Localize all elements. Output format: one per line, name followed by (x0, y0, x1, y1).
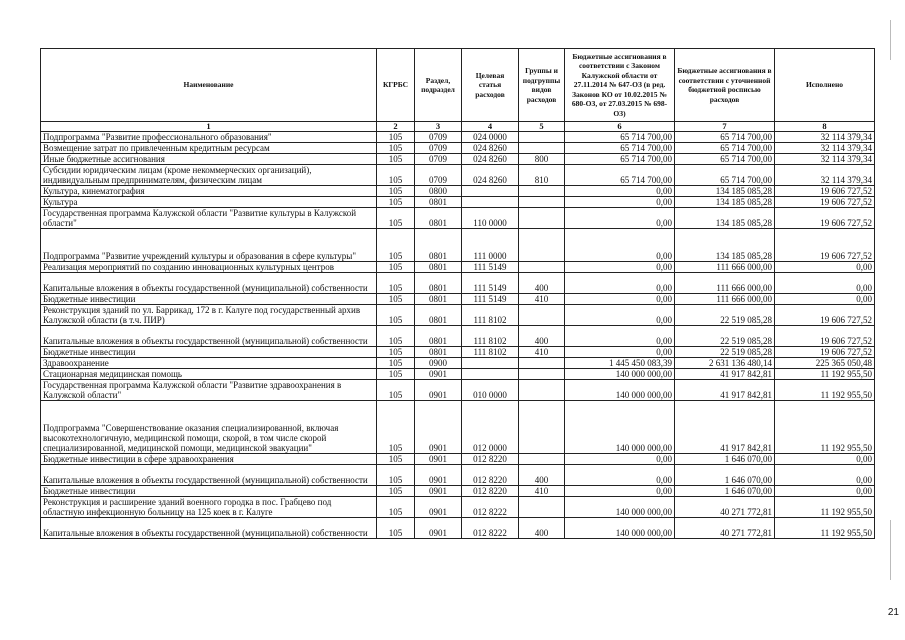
table-header-row (41, 49, 875, 122)
column-number: 3 (415, 122, 462, 132)
column-number: 1 (41, 122, 377, 132)
cell-section: 0900 (415, 358, 462, 369)
cell-target: 012 8222 (462, 518, 519, 539)
cell-budget-law: 140 000 000,00 (565, 518, 675, 539)
cell-budget-refined: 22 519 085,28 (675, 347, 775, 358)
table-row (41, 497, 875, 518)
cell-budget-refined: 1 646 070,00 (675, 486, 775, 497)
cell-section: 0709 (415, 132, 462, 143)
cell-section: 0901 (415, 380, 462, 401)
table-row (41, 358, 875, 369)
cell-budget-law: 0,00 (565, 486, 675, 497)
cell-groups: 410 (519, 486, 565, 497)
table-row (41, 262, 875, 273)
budget-table (40, 48, 875, 539)
cell-target: 111 8102 (462, 305, 519, 326)
cell-executed: 19 606 727,52 (775, 305, 875, 326)
cell-executed: 11 192 955,50 (775, 497, 875, 518)
cell-budget-refined: 65 714 700,00 (675, 143, 775, 154)
cell-name: Субсидии юридическим лицам (кроме некоммерческих организаций), индивидуальным предпринимателям, физическим лицам (41, 165, 377, 186)
cell-section: 0801 (415, 326, 462, 347)
cell-name: Культура, кинематография (41, 186, 377, 197)
cell-budget-law: 140 000 000,00 (565, 497, 675, 518)
cell-budget-law: 0,00 (565, 465, 675, 486)
cell-section: 0901 (415, 401, 462, 454)
cell-budget-law: 65 714 700,00 (565, 143, 675, 154)
cell-section: 0901 (415, 369, 462, 380)
cell-executed: 19 606 727,52 (775, 229, 875, 262)
table-row (41, 132, 875, 143)
cell-budget-law: 0,00 (565, 186, 675, 197)
cell-section: 0901 (415, 454, 462, 465)
cell-target: 012 8220 (462, 454, 519, 465)
cell-executed: 11 192 955,50 (775, 380, 875, 401)
cell-name: Культура (41, 197, 377, 208)
cell-kgrbs: 105 (377, 165, 415, 186)
cell-name: Государственная программа Калужской области "Развитие здравоохранения в Калужской области" (41, 380, 377, 401)
cell-budget-law: 140 000 000,00 (565, 369, 675, 380)
cell-groups (519, 186, 565, 197)
col-section-header: Раздел, подраздел (415, 49, 462, 122)
cell-section: 0801 (415, 273, 462, 294)
cell-executed: 32 114 379,34 (775, 154, 875, 165)
cell-kgrbs: 105 (377, 229, 415, 262)
cell-name: Капитальные вложения в объекты государственной (муниципальной) собственности (41, 326, 377, 347)
cell-budget-law: 1 445 450 083,39 (565, 358, 675, 369)
cell-target: 024 0000 (462, 132, 519, 143)
cell-name: Подпрограмма "Развитие профессионального образования" (41, 132, 377, 143)
table-row (41, 197, 875, 208)
cell-kgrbs: 105 (377, 347, 415, 358)
table-row (41, 186, 875, 197)
cell-section: 0801 (415, 294, 462, 305)
cell-groups (519, 380, 565, 401)
cell-target: 111 0000 (462, 229, 519, 262)
col-executed-header: Исполнено (775, 49, 875, 122)
col-budget-law-header: Бюджетные ассигнования в соответствии с Законом Калужской области от 27.11.2014 № 647-ОЗ (в ред. Законов КО от 10.02.2015 № 680-ОЗ, от 27.03.2015 № 698-ОЗ) (565, 49, 675, 122)
cell-groups (519, 305, 565, 326)
cell-target: 024 8260 (462, 143, 519, 154)
table-row (41, 305, 875, 326)
cell-section: 0901 (415, 497, 462, 518)
cell-budget-refined: 134 185 085,28 (675, 186, 775, 197)
cell-kgrbs: 105 (377, 465, 415, 486)
table-row (41, 454, 875, 465)
cell-kgrbs: 105 (377, 154, 415, 165)
cell-groups: 410 (519, 347, 565, 358)
cell-kgrbs: 105 (377, 380, 415, 401)
cell-groups (519, 401, 565, 454)
cell-groups (519, 497, 565, 518)
cell-groups (519, 262, 565, 273)
cell-groups: 810 (519, 165, 565, 186)
cell-name: Бюджетные инвестиции (41, 294, 377, 305)
cell-target (462, 186, 519, 197)
cell-kgrbs: 105 (377, 486, 415, 497)
col-groups-header: Группы и подгруппы видов расходов (519, 49, 565, 122)
table-row (41, 518, 875, 539)
cell-section: 0901 (415, 486, 462, 497)
cell-kgrbs: 105 (377, 273, 415, 294)
cell-executed: 19 606 727,52 (775, 208, 875, 229)
cell-target: 111 8102 (462, 326, 519, 347)
table-row (41, 326, 875, 347)
cell-executed: 19 606 727,52 (775, 326, 875, 347)
cell-kgrbs: 105 (377, 326, 415, 347)
cell-budget-refined: 40 271 772,81 (675, 497, 775, 518)
cell-budget-law: 65 714 700,00 (565, 154, 675, 165)
column-number: 2 (377, 122, 415, 132)
col-kgrbs-header: КГРБС (377, 49, 415, 122)
column-number-row (41, 122, 875, 132)
cell-groups (519, 358, 565, 369)
cell-name: Капитальные вложения в объекты государственной (муниципальной) собственности (41, 518, 377, 539)
cell-executed: 19 606 727,52 (775, 197, 875, 208)
cell-name: Здравоохранение (41, 358, 377, 369)
cell-executed: 225 365 050,48 (775, 358, 875, 369)
cell-budget-refined: 41 917 842,81 (675, 369, 775, 380)
cell-budget-law: 0,00 (565, 262, 675, 273)
cell-kgrbs: 105 (377, 143, 415, 154)
cell-target: 111 5149 (462, 294, 519, 305)
margin-mark (890, 520, 891, 580)
cell-executed: 11 192 955,50 (775, 401, 875, 454)
cell-section: 0709 (415, 165, 462, 186)
cell-executed: 0,00 (775, 465, 875, 486)
cell-name: Возмещение затрат по привлеченным кредитным ресурсам (41, 143, 377, 154)
column-number: 7 (675, 122, 775, 132)
column-number: 4 (462, 122, 519, 132)
cell-budget-refined: 111 666 000,00 (675, 294, 775, 305)
cell-executed: 0,00 (775, 486, 875, 497)
cell-kgrbs: 105 (377, 305, 415, 326)
cell-kgrbs: 105 (377, 518, 415, 539)
cell-section: 0800 (415, 186, 462, 197)
cell-kgrbs: 105 (377, 186, 415, 197)
cell-section: 0709 (415, 143, 462, 154)
cell-groups (519, 229, 565, 262)
cell-kgrbs: 105 (377, 197, 415, 208)
cell-budget-refined: 40 271 772,81 (675, 518, 775, 539)
cell-groups (519, 132, 565, 143)
cell-executed: 0,00 (775, 294, 875, 305)
table-row (41, 154, 875, 165)
cell-kgrbs: 105 (377, 358, 415, 369)
cell-budget-law: 0,00 (565, 294, 675, 305)
cell-groups (519, 369, 565, 380)
cell-kgrbs: 105 (377, 454, 415, 465)
cell-budget-refined: 41 917 842,81 (675, 380, 775, 401)
cell-budget-law: 0,00 (565, 273, 675, 294)
cell-groups (519, 208, 565, 229)
cell-target: 012 8222 (462, 497, 519, 518)
cell-target: 111 8102 (462, 347, 519, 358)
cell-target (462, 358, 519, 369)
table-row (41, 229, 875, 262)
column-number: 6 (565, 122, 675, 132)
cell-section: 0801 (415, 347, 462, 358)
col-name-header: Наименование (41, 49, 377, 122)
cell-budget-law: 140 000 000,00 (565, 401, 675, 454)
cell-section: 0709 (415, 154, 462, 165)
cell-section: 0901 (415, 465, 462, 486)
cell-name: Реконструкция и расширение зданий военного городка в пос. Грабцево под областную инфекционную больницу на 125 коек в г. Калуге (41, 497, 377, 518)
cell-budget-law: 0,00 (565, 326, 675, 347)
cell-budget-refined: 134 185 085,28 (675, 229, 775, 262)
table-row (41, 165, 875, 186)
cell-section: 0801 (415, 229, 462, 262)
cell-kgrbs: 105 (377, 132, 415, 143)
cell-section: 0801 (415, 197, 462, 208)
cell-budget-law: 0,00 (565, 229, 675, 262)
table-row (41, 208, 875, 229)
cell-name: Иные бюджетные ассигнования (41, 154, 377, 165)
table-row (41, 143, 875, 154)
table-row (41, 273, 875, 294)
cell-kgrbs: 105 (377, 401, 415, 454)
table-row (41, 369, 875, 380)
cell-target: 012 0000 (462, 401, 519, 454)
cell-target: 111 5149 (462, 273, 519, 294)
cell-budget-law: 65 714 700,00 (565, 165, 675, 186)
cell-budget-refined: 1 646 070,00 (675, 454, 775, 465)
cell-target: 111 5149 (462, 262, 519, 273)
cell-target: 010 0000 (462, 380, 519, 401)
budget-table-sheet (40, 48, 874, 539)
cell-name: Бюджетные инвестиции в сфере здравоохранения (41, 454, 377, 465)
cell-groups: 800 (519, 154, 565, 165)
cell-executed: 19 606 727,52 (775, 347, 875, 358)
table-row (41, 294, 875, 305)
cell-target: 110 0000 (462, 208, 519, 229)
cell-section: 0801 (415, 208, 462, 229)
cell-budget-refined: 134 185 085,28 (675, 208, 775, 229)
cell-budget-refined: 65 714 700,00 (675, 154, 775, 165)
cell-budget-law: 0,00 (565, 454, 675, 465)
cell-budget-refined: 111 666 000,00 (675, 273, 775, 294)
cell-budget-refined: 134 185 085,28 (675, 197, 775, 208)
cell-budget-refined: 41 917 842,81 (675, 401, 775, 454)
cell-budget-law: 140 000 000,00 (565, 380, 675, 401)
cell-budget-law: 0,00 (565, 347, 675, 358)
cell-groups: 400 (519, 326, 565, 347)
page-number: 21 (887, 607, 899, 618)
cell-target (462, 369, 519, 380)
cell-section: 0801 (415, 262, 462, 273)
col-target-header: Целевая статья расходов (462, 49, 519, 122)
cell-budget-refined: 111 666 000,00 (675, 262, 775, 273)
cell-budget-refined: 65 714 700,00 (675, 165, 775, 186)
cell-budget-law: 0,00 (565, 197, 675, 208)
cell-groups (519, 197, 565, 208)
cell-executed: 0,00 (775, 262, 875, 273)
cell-budget-refined: 22 519 085,28 (675, 305, 775, 326)
table-body (41, 132, 875, 539)
cell-executed: 11 192 955,50 (775, 518, 875, 539)
cell-budget-refined: 65 714 700,00 (675, 132, 775, 143)
cell-section: 0801 (415, 305, 462, 326)
cell-name: Стационарная медицинская помощь (41, 369, 377, 380)
cell-groups: 410 (519, 294, 565, 305)
cell-name: Капитальные вложения в объекты государственной (муниципальной) собственности (41, 273, 377, 294)
cell-groups: 400 (519, 465, 565, 486)
cell-groups (519, 454, 565, 465)
column-number: 5 (519, 122, 565, 132)
cell-groups: 400 (519, 273, 565, 294)
table-row (41, 347, 875, 358)
cell-name: Капитальные вложения в объекты государственной (муниципальной) собственности (41, 465, 377, 486)
cell-groups: 400 (519, 518, 565, 539)
cell-name: Подпрограмма "Совершенствование оказания специализированной, включая высокотехнологичную, медицинской помощи, скорой, в том числе скорой специализированной, медицинской помощи, медицинской эвакуации" (41, 401, 377, 454)
cell-target: 012 8220 (462, 486, 519, 497)
cell-name: Реконструкция зданий по ул. Баррикад, 172 в г. Калуге под государственный архив Калужской области (в т.ч. ПИР) (41, 305, 377, 326)
cell-executed: 11 192 955,50 (775, 369, 875, 380)
cell-name: Реализация мероприятий по созданию инновационных культурных центров (41, 262, 377, 273)
cell-name: Бюджетные инвестиции (41, 486, 377, 497)
table-row (41, 465, 875, 486)
col-budget-refined-header: Бюджетные ассигнования в соответствии с уточненной бюджетной росписью расходов (675, 49, 775, 122)
cell-name: Подпрограмма "Развитие учреждений культуры и образования в сфере культуры" (41, 229, 377, 262)
cell-target: 012 8220 (462, 465, 519, 486)
cell-executed: 32 114 379,34 (775, 132, 875, 143)
cell-kgrbs: 105 (377, 369, 415, 380)
cell-kgrbs: 105 (377, 294, 415, 305)
table-row (41, 486, 875, 497)
cell-executed: 0,00 (775, 454, 875, 465)
cell-kgrbs: 105 (377, 208, 415, 229)
cell-executed: 32 114 379,34 (775, 143, 875, 154)
cell-budget-refined: 1 646 070,00 (675, 465, 775, 486)
cell-executed: 0,00 (775, 273, 875, 294)
cell-kgrbs: 105 (377, 262, 415, 273)
table-row (41, 380, 875, 401)
cell-groups (519, 143, 565, 154)
cell-budget-refined: 2 631 136 480,14 (675, 358, 775, 369)
margin-mark (890, 20, 891, 60)
cell-section: 0901 (415, 518, 462, 539)
cell-budget-law: 0,00 (565, 305, 675, 326)
cell-executed: 32 114 379,34 (775, 165, 875, 186)
cell-target: 024 8260 (462, 165, 519, 186)
cell-name: Бюджетные инвестиции (41, 347, 377, 358)
cell-budget-law: 0,00 (565, 208, 675, 229)
cell-target (462, 197, 519, 208)
cell-budget-law: 65 714 700,00 (565, 132, 675, 143)
cell-name: Государственная программа Калужской области "Развитие культуры в Калужской области" (41, 208, 377, 229)
column-number: 8 (775, 122, 875, 132)
cell-executed: 19 606 727,52 (775, 186, 875, 197)
cell-target: 024 8260 (462, 154, 519, 165)
cell-kgrbs: 105 (377, 497, 415, 518)
cell-budget-refined: 22 519 085,28 (675, 326, 775, 347)
table-row (41, 401, 875, 454)
